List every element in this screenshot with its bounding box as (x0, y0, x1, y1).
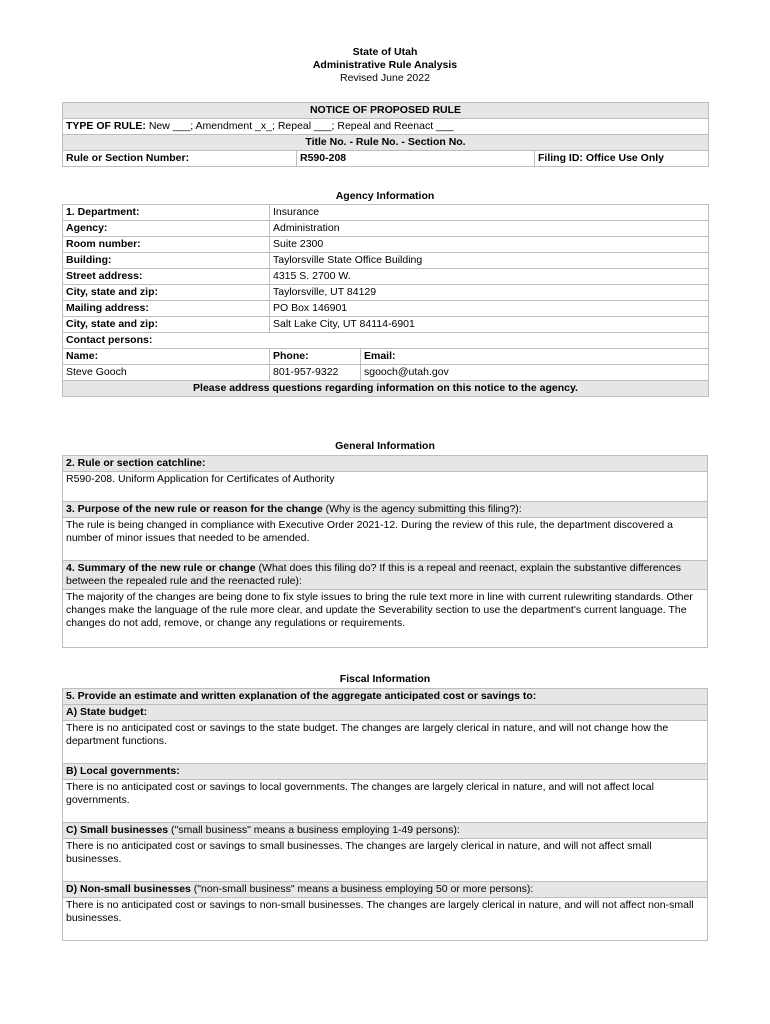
agency-value: Administration (270, 221, 709, 237)
filing-id: Filing ID: Office Use Only (535, 151, 709, 167)
agency-label: Building: (63, 253, 270, 269)
contact-persons-label: Contact persons: (63, 333, 709, 349)
general-heading: General Information (335, 440, 435, 452)
agency-value: Salt Lake City, UT 84114-6901 (270, 317, 709, 333)
local-gov-label: B) Local governments: (63, 764, 708, 780)
rule-number-label: Rule or Section Number: (63, 151, 297, 167)
document-header (0, 46, 770, 85)
contact-email: sgooch@utah.gov (361, 365, 709, 381)
agency-value: Taylorsville State Office Building (270, 253, 709, 269)
q2-answer: R590-208. Uniform Application for Certificates of Authority (63, 472, 708, 502)
agency-table (62, 204, 709, 397)
agency-note: Please address questions regarding information on this notice to the agency. (63, 381, 709, 397)
agency-label: Agency: (63, 221, 270, 237)
small-business-answer: There is no anticipated cost or savings to small businesses. The changes are largely clerical in nature, and will not affect small businesses. (63, 839, 708, 882)
agency-heading: Agency Information (335, 190, 435, 202)
notice-table (62, 102, 709, 167)
q4-hint: (What does this filing do? If this is a repeal and reenact, explain the substantive differences between the repealed rule and the reenacted rule): (66, 562, 681, 587)
state-budget-answer: There is no anticipated cost or savings to the state budget. The changes are largely clerical in nature, and will not change how the department functions. (63, 721, 708, 764)
small-business-hint: ("small business" means a business employing 1-49 persons): (168, 824, 460, 836)
non-small-business-hint: ("non-small business" means a business employing 50 or more persons): (190, 883, 534, 895)
state-budget-label: A) State budget: (63, 705, 708, 721)
email-label: Email: (361, 349, 709, 365)
agency-label: Room number: (63, 237, 270, 253)
agency-label: Mailing address: (63, 301, 270, 317)
q3-answer: The rule is being changed in compliance with Executive Order 2021-12. During the review of this rule, the department discovered a number of minor issues that needed to be amended. (63, 518, 708, 561)
contact-phone: 801-957-9322 (270, 365, 361, 381)
title-no-header: Title No. - Rule No. - Section No. (63, 135, 709, 151)
name-label: Name: (63, 349, 270, 365)
agency-value: PO Box 146901 (270, 301, 709, 317)
agency-value: Insurance (270, 205, 709, 221)
fiscal-heading: Fiscal Information (339, 673, 431, 685)
q2-label: 2. Rule or section catchline: (63, 456, 708, 472)
agency-label: City, state and zip: (63, 317, 270, 333)
type-of-rule-row (63, 119, 709, 135)
q4-row (63, 561, 708, 590)
q3-row (63, 502, 708, 518)
agency-value: 4315 S. 2700 W. (270, 269, 709, 285)
fiscal-table (62, 688, 708, 941)
rule-number-value: R590-208 (297, 151, 535, 167)
local-gov-answer: There is no anticipated cost or savings to local governments. The changes are largely clerical in nature, and will not affect local governments. (63, 780, 708, 823)
small-business-label: C) Small businesses (66, 824, 169, 836)
header-revised: Revised June 2022 (340, 72, 430, 84)
agency-label: City, state and zip: (63, 285, 270, 301)
type-of-rule-label: TYPE OF RULE: (66, 120, 146, 132)
small-business-row (63, 823, 708, 839)
q4-answer: The majority of the changes are being done to fix style issues to bring the rule text more in line with current rulewriting standards. Other changes make the language of the rule more clear, and update the Severability section to use the department's current language. The changes do not add, remove, or change any regulations or requirements. (63, 590, 708, 648)
non-small-business-answer: There is no anticipated cost or savings to non-small businesses. The changes are largely clerical in nature, and will not affect non-small businesses. (63, 898, 708, 941)
header-title: Administrative Rule Analysis (312, 59, 458, 71)
q5-label: 5. Provide an estimate and written explanation of the aggregate anticipated cost or savings to: (63, 689, 708, 705)
general-table (62, 455, 708, 648)
agency-value: Suite 2300 (270, 237, 709, 253)
type-of-rule-value: New ___; Amendment _x_; Repeal ___; Repeal and Reenact ___ (145, 120, 454, 132)
phone-label: Phone: (270, 349, 361, 365)
header-state: State of Utah (352, 46, 418, 58)
q4-label: 4. Summary of the new rule or change (66, 562, 256, 574)
agency-label: Street address: (63, 269, 270, 285)
q3-label: 3. Purpose of the new rule or reason for the change (66, 503, 323, 515)
contact-name: Steve Gooch (63, 365, 270, 381)
agency-label: 1. Department: (63, 205, 270, 221)
agency-value: Taylorsville, UT 84129 (270, 285, 709, 301)
non-small-business-row (63, 882, 708, 898)
notice-title: NOTICE OF PROPOSED RULE (63, 103, 709, 119)
q3-hint: (Why is the agency submitting this filing?): (322, 503, 522, 515)
non-small-business-label: D) Non-small businesses (66, 883, 191, 895)
